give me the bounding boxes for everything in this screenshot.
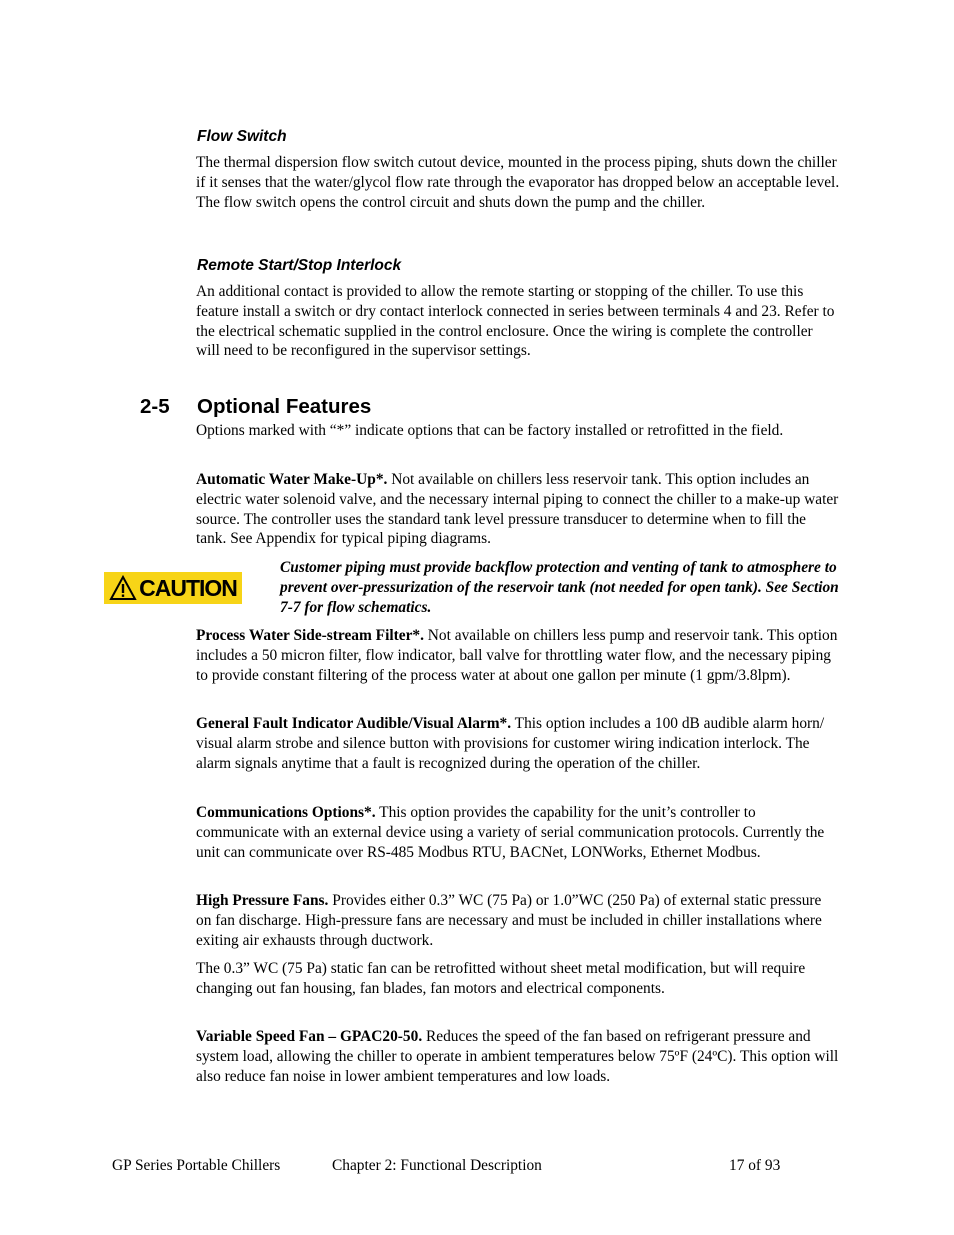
- fans-paragraph: [196, 891, 840, 950]
- section-title: Optional Features: [197, 395, 372, 418]
- section-heading: [140, 395, 371, 419]
- variable-fan-label: Variable Speed Fan – GPAC20-50.: [196, 1028, 423, 1045]
- footer-center: Chapter 2: Functional Description: [332, 1157, 542, 1174]
- caution-label: CAUTION: [139, 574, 237, 601]
- section-intro: Options marked with “*” indicate options that can be factory installed or retrofitted in the field.: [196, 422, 784, 439]
- footer-page-number: 17 of 93: [729, 1157, 781, 1174]
- flow-switch-paragraph: The thermal dispersion flow switch cutout device, mounted in the process piping, shuts down the chiller if it senses that the water/glycol flow rate through the evaporator has dropped below an acceptable level. The flow switch opens the control circuit and shuts down the pump and the chiller.: [196, 154, 840, 211]
- footer-left: GP Series Portable Chillers: [112, 1157, 281, 1174]
- comms-text: This option provides the capability for the unit’s controller to communicate with an external device using a variety of serial communication protocols. Currently the unit can communicate over RS-485 Modbus RTU, BACNet, LONWorks, Ethernet Modbus.: [196, 804, 825, 861]
- remote-interlock-paragraph: An additional contact is provided to allow the remote starting or stopping of the chiller. To use this feature install a switch or dry contact interlock connected in series between terminals 4 and 23. Refer to the electrical schematic supplied in the control enclosure. Once the wiring is complete the controller will need to be reconfigured in the supervisor settings.: [196, 283, 835, 360]
- fans-text: Provides either 0.3” WC (75 Pa) or 1.0”WC (250 Pa) of external static pressure on fan discharge. High-pressure fans are necessary and must be included in chiller installations where exiting air exhausts through ductwork.: [196, 892, 822, 949]
- water-makeup-paragraph: [196, 470, 840, 549]
- water-makeup-label: Automatic Water Make-Up*.: [196, 471, 388, 488]
- flow-switch-heading: Flow Switch: [197, 128, 287, 145]
- fans-label: High Pressure Fans.: [196, 892, 329, 909]
- water-makeup-text: Not available on chillers less reservoir tank. This option includes an electric water solenoid valve, and the necessary internal piping to connect the chiller to a make-up water source. The controller uses the standard tank level pressure transducer to determine when to fill the tank. See Appendix for typical piping diagrams.: [196, 471, 839, 548]
- filter-paragraph: [196, 626, 840, 685]
- alarm-text: This option includes a 100 dB audible alarm horn/ visual alarm strobe and silence button with provisions for customer wiring indication interlock. The alarm signals anytime that a fault is recognized during the operation of the chiller.: [196, 715, 825, 772]
- warning-triangle-icon: [109, 575, 137, 601]
- section-number: 2-5: [140, 395, 170, 418]
- variable-fan-text: Reduces the speed of the fan based on refrigerant pressure and system load, allowing the chiller to operate in ambient temperatures below 75ºF (24ºC). This option will also reduce fan noise in lower ambient temperatures and low loads.: [196, 1028, 839, 1085]
- filter-text: Not available on chillers less pump and reservoir tank. This option includes a 50 micron filter, flow indicator, ball valve for throttling water flow, and the necessary piping to provide constant filtering of the process water at about one gallon per minute (1 gpm/3.8lpm).: [196, 627, 838, 684]
- filter-label: Process Water Side-stream Filter*.: [196, 627, 424, 644]
- alarm-paragraph: [196, 714, 840, 773]
- remote-interlock-heading: Remote Start/Stop Interlock: [197, 257, 402, 274]
- alarm-label: General Fault Indicator Audible/Visual Alarm*.: [196, 715, 512, 732]
- variable-fan-paragraph: [196, 1027, 840, 1086]
- fans-note-paragraph: The 0.3” WC (75 Pa) static fan can be retrofitted without sheet metal modification, but will require changing out fan housing, fan blades, fan motors and electrical components.: [196, 960, 806, 997]
- caution-badge: [104, 572, 242, 604]
- caution-text: Customer piping must provide backflow protection and venting of tank to atmosphere to prevent over-pressurization of the reservoir tank (not needed for open tank). See Section 7-7 for flow schematics.: [280, 559, 839, 616]
- comms-label: Communications Options*.: [196, 804, 376, 821]
- comms-paragraph: [196, 803, 840, 862]
